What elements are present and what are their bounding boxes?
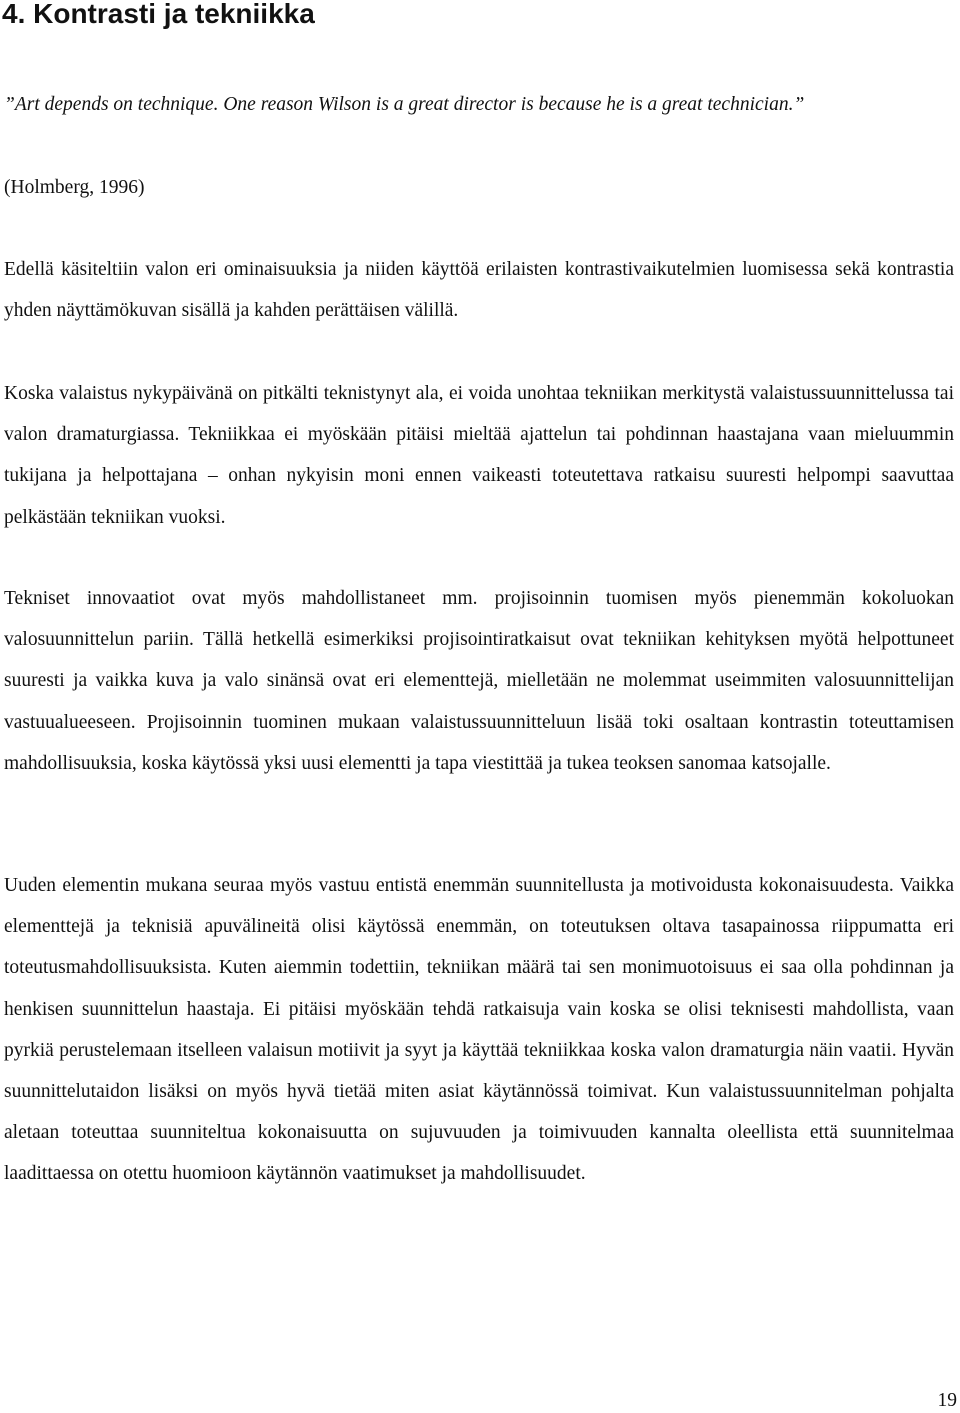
paragraph-1: Edellä käsiteltiin valon eri ominaisuuksia ja niiden käyttöä erilaisten kontrastivaikutelmien luomisessa sekä kontrastia yhden näyttämökuvan sisällä ja kahden perättäisen välillä. [4,259,954,322]
chapter-heading: 4. Kontrasti ja tekniikka [2,0,315,29]
paragraph-4: Uuden elementin mukana seuraa myös vastuu entistä enemmän suunnitellusta ja motivoidusta kokonaisuudesta. Vaikka elementtejä ja teknisiä apuvälineitä olisi käytössä enemmän, on toteutuksen oltava tasapainossa riippumatta eri toteutusmahdollisuuksista. Kuten aiemmin todettiin, tekniikan määrä tai sen monimuotoisuus ei saa olla pohdinnan ja henkisen suunnittelun haastaja. Ei pitäisi myöskään tehdä ratkaisuja vain koska se olisi teknisesti mahdollista, vaan pyrkiä perustelemaan itselleen valaisun motiivit ja syyt ja käyttää tekniikkaa koska valon dramaturgia näin vaatii. Hyvän suunnittelutaidon lisäksi on myös hyvä tietää miten asiat käytännössä toimivat. Kun valaistussuunnitelman pohjalta aletaan toteuttaa suunniteltua kokonaisuutta on sujuvuuden ja toimivuuden kannalta oleellista että suunnitelmaa laadittaessa on otettu huomioon käytännön vaatimukset ja mahdollisuudet. [4,875,954,1185]
epigraph-citation: (Holmberg, 1996) [4,177,145,198]
epigraph-quote: ”Art depends on technique. One reason Wilson is a great director is because he is a great technician.” [4,94,805,115]
paragraph-2: Koska valaistus nykypäivänä on pitkälti teknistynyt ala, ei voida unohtaa tekniikan merkitystä valaistussuunnittelussa tai valon dramaturgiassa. Tekniikkaa ei myöskään pitäisi mieltää ajattelun tai pohdinnan haastajana vaan mieluummin tukijana ja helpottajana – onhan nykyisin moni ennen vaikeasti toteutettava ratkaisu suuresti helpompi saavuttaa pelkästään tekniikan vuoksi. [4,383,954,528]
paragraph-3: Tekniset innovaatiot ovat myös mahdollistaneet mm. projisoinnin tuomisen myös pienemmän kokoluokan valosuunnittelun pariin. Tällä hetkellä esimerkiksi projisointiratkaisut ovat tekniikan kehityksen myötä helpottuneet suuresti ja vaikka kuva ja valo sinänsä ovat eri elementtejä, mielletään ne molemmat useimmiten valosuunnittelijan vastuualueeseen. Projisoinnin tuominen mukaan valaistussuunnitteluun lisää toki osaltaan kontrastin toteuttamisen mahdollisuuksia, koska käytössä yksi uusi elementti ja tapa viestittää ja tukea teoksen sanomaa katsojalle. [4,588,954,774]
page-number: 19 [937,1390,957,1411]
